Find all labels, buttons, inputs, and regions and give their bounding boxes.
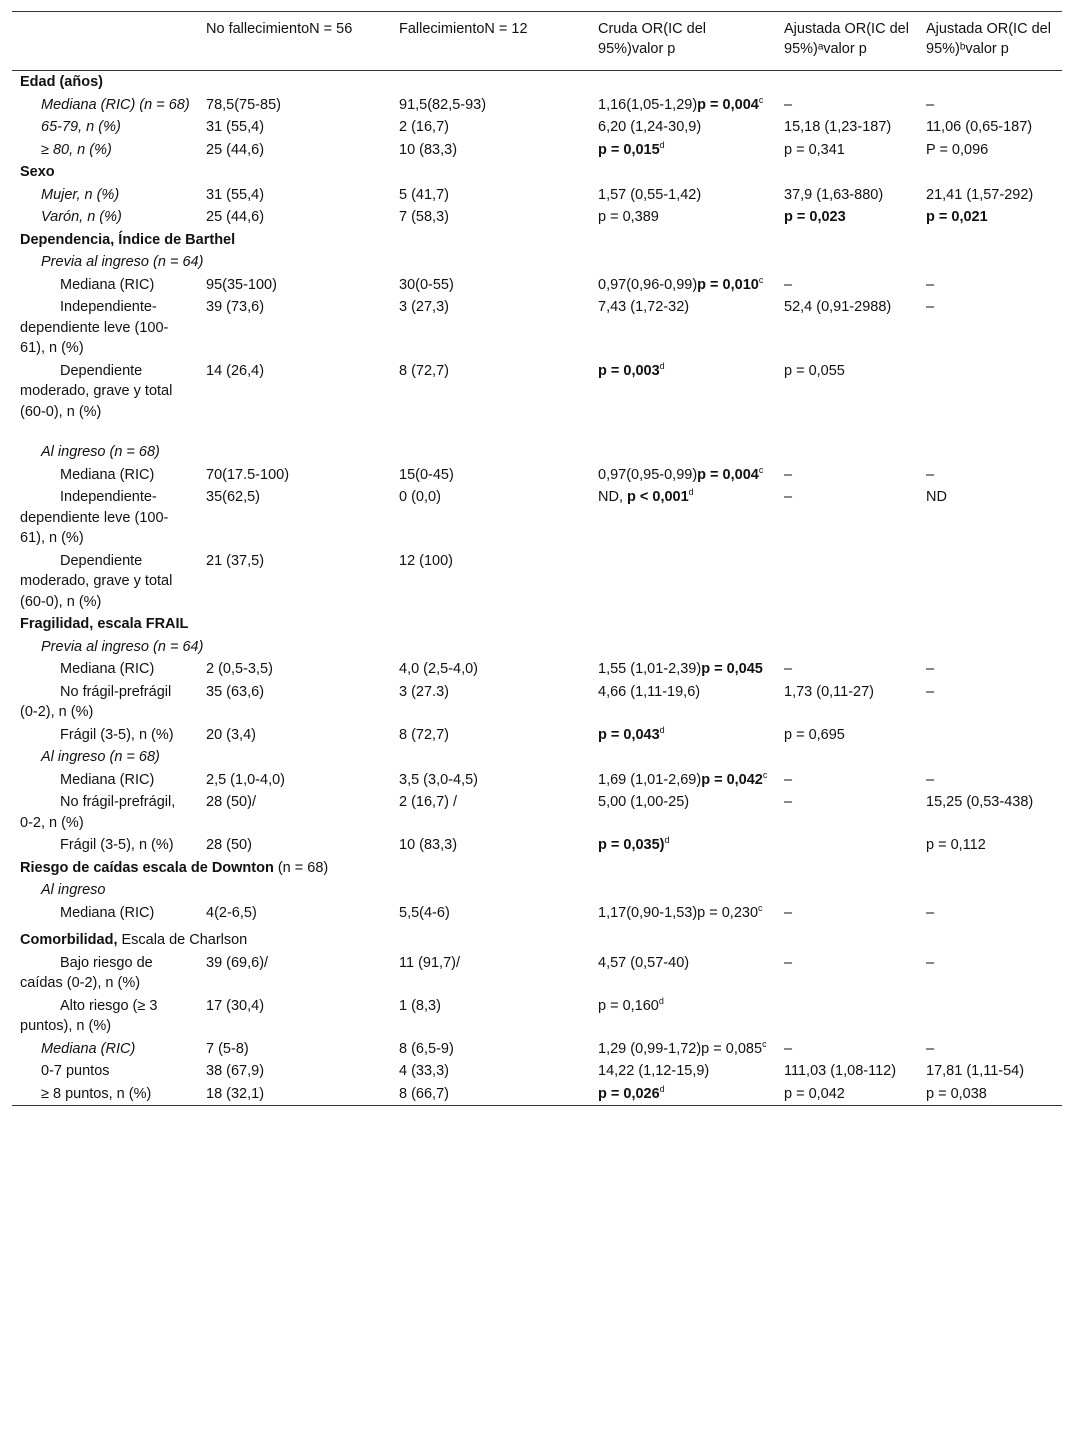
- table-row: [12, 116, 1062, 139]
- header-fallecimiento: FallecimientoN = 12: [399, 21, 528, 37]
- cell: –: [926, 1040, 935, 1057]
- cell: 31 (55,4): [206, 186, 265, 203]
- cell: 4(2-6,5): [206, 904, 257, 921]
- cell: 8 (6,5-9): [399, 1040, 454, 1057]
- cell: –: [926, 954, 935, 971]
- cell: 28 (50)/: [206, 794, 256, 810]
- subsection-row: [12, 636, 1062, 659]
- section-row: [12, 161, 1062, 184]
- cell: 3,5 (3,0-4,5): [399, 771, 478, 788]
- cell: p = 0,389: [598, 209, 659, 225]
- cell: 10 (83,3): [399, 141, 458, 158]
- row-label: Frágil (3-5), n (%): [60, 726, 174, 743]
- cell: 8 (66,7): [399, 1085, 449, 1102]
- section-downton: Riesgo de caídas escala de Downton (n = 68): [20, 859, 329, 876]
- row-label: ≥ 80, n (%): [41, 141, 112, 158]
- cell: 1,73 (0,11-27): [784, 683, 875, 700]
- table-row: [12, 1060, 1062, 1083]
- cell: 0,97(0,96-0,99)p = 0,010$^c$: [598, 274, 764, 293]
- row-label: Mediana (RIC): [60, 904, 155, 921]
- section-dependencia: Dependencia, Índice de Barthel: [20, 231, 236, 248]
- cell: 39 (73,6): [206, 299, 265, 315]
- cell: –: [784, 96, 793, 113]
- cell: 17 (30,4): [206, 997, 265, 1014]
- cell: 14,22 (1,12-15,9): [598, 1063, 710, 1079]
- cell: 2,5 (1,0-4,0): [206, 771, 285, 788]
- cell: 91,5(82,5-93): [399, 96, 487, 113]
- cell: 7 (5-8): [206, 1040, 249, 1057]
- table-row: [12, 1038, 1062, 1061]
- cell: [918, 360, 1062, 424]
- cell: –: [926, 299, 935, 315]
- table-row: [12, 184, 1062, 207]
- cell: –: [784, 489, 793, 505]
- row-label: Mediana (RIC) (n = 68): [41, 96, 190, 113]
- cell: 4,0 (2,5-4,0): [399, 661, 478, 677]
- cell: 25 (44,6): [206, 141, 265, 158]
- cell: 14 (26,4): [206, 362, 265, 379]
- cell: 0 (0,0): [399, 489, 441, 505]
- cell: [590, 550, 776, 614]
- cell: p = 0,038: [926, 1085, 987, 1102]
- cell: 2 (16,7) /: [399, 794, 458, 810]
- cell: –: [784, 1040, 793, 1057]
- cell: p = 0,035)$^d$: [598, 835, 670, 853]
- cell: 18 (32,1): [206, 1085, 265, 1102]
- cell: 2 (16,7): [399, 119, 449, 135]
- section-comorbilidad: Comorbilidad, Escala de Charlson: [20, 932, 248, 948]
- cell: –: [784, 954, 793, 971]
- cell: 1,16(1,05-1,29)p = 0,004$^c$: [598, 94, 764, 113]
- cell: –: [784, 771, 793, 788]
- section-row: [12, 924, 1062, 952]
- cell: 4,66 (1,11-19,6): [598, 683, 701, 700]
- cell: 11 (91,7)/: [399, 954, 460, 971]
- cell: 52,4 (0,91-2988): [784, 299, 892, 315]
- section-row: [12, 613, 1062, 636]
- cell: 95(35-100): [206, 276, 277, 293]
- header-blank: [12, 12, 198, 71]
- subsection-row: [12, 251, 1062, 274]
- section-row: [12, 857, 1062, 880]
- cell: 35(62,5): [206, 489, 261, 505]
- cell: –: [926, 96, 935, 113]
- mortality-factors-table: [12, 11, 1062, 1106]
- table-row: [12, 94, 1062, 117]
- row-label: Mediana (RIC): [41, 1040, 136, 1057]
- row-label: Mujer, n (%): [41, 186, 120, 203]
- cell: p = 0,112: [926, 837, 986, 853]
- section-edad: Edad (años): [20, 74, 103, 90]
- section-sexo: Sexo: [20, 164, 55, 180]
- cell: –: [926, 661, 935, 677]
- subsection-previa: Previa al ingreso (n = 64): [41, 638, 204, 655]
- cell: 78,5(75-85): [206, 96, 281, 113]
- cell: 1 (8,3): [399, 997, 441, 1014]
- cell: [776, 995, 918, 1038]
- cell: 35 (63,6): [206, 683, 265, 700]
- cell: 39 (69,6)/: [206, 954, 269, 971]
- row-label: No frágil-prefrágil, 0-2, n (%): [20, 794, 176, 831]
- subsection-row: [12, 441, 1062, 464]
- row-label: 65-79, n (%): [41, 119, 121, 135]
- row-label: ≥ 8 puntos, n (%): [41, 1085, 152, 1102]
- cell: 20 (3,4): [206, 726, 256, 743]
- header-ajustada-or-a: Ajustada OR(IC del 95%)ᵃvalor p: [784, 21, 909, 57]
- cell: 1,69 (1,01-2,69)p = 0,042$^c$: [598, 769, 768, 788]
- table-row: [12, 791, 1062, 834]
- row-label: Bajo riesgo de caídas (0-2), n (%): [20, 954, 153, 991]
- cell: 0,97(0,95-0,99)p = 0,004$^c$: [598, 464, 764, 483]
- header-no-fallecimiento: No fallecimientoN = 56: [206, 21, 353, 37]
- cell: 15,25 (0,53-438): [926, 794, 1034, 810]
- cell: [918, 724, 1062, 747]
- table-row: [12, 464, 1062, 487]
- cell: 3 (27.3): [399, 683, 449, 700]
- table-row: [12, 658, 1062, 681]
- table-row: [12, 902, 1062, 925]
- cell: 28 (50): [206, 837, 252, 853]
- subsection-al-ingreso: Al ingreso: [41, 882, 106, 898]
- cell: 3 (27,3): [399, 299, 449, 315]
- cell: 4,57 (0,57-40): [598, 954, 690, 971]
- cell: 31 (55,4): [206, 119, 265, 135]
- cell: 21 (37,5): [206, 552, 265, 569]
- subsection-row: [12, 879, 1062, 902]
- subsection-al-ingreso: Al ingreso (n = 68): [41, 749, 160, 765]
- cell: p = 0,003$^d$: [598, 360, 665, 379]
- header-cruda-or: Cruda OR(IC del 95%)valor p: [598, 21, 706, 57]
- row-label: No frágil-prefrágil (0-2), n (%): [20, 683, 172, 720]
- cell: 4 (33,3): [399, 1063, 449, 1079]
- row-label: Mediana (RIC): [60, 466, 155, 483]
- cell: 21,41 (1,57-292): [926, 186, 1034, 203]
- cell: [776, 550, 918, 614]
- cell: p = 0,043$^d$: [598, 724, 665, 743]
- table-row: [12, 274, 1062, 297]
- cell: –: [784, 466, 793, 483]
- cell: 70(17.5-100): [206, 466, 290, 483]
- cell: 15,18 (1,23-187): [784, 119, 892, 135]
- subsection-row: [12, 746, 1062, 769]
- row-label: Mediana (RIC): [60, 771, 155, 788]
- cell: P = 0,096: [926, 141, 989, 158]
- cell: p = 0,023: [784, 209, 846, 225]
- subsection-al-ingreso: Al ingreso (n = 68): [41, 444, 160, 460]
- cell: 12 (100): [399, 552, 454, 569]
- cell: 30(0-55): [399, 276, 454, 293]
- row-label: Independiente-dependiente leve (100-61), n (%): [20, 489, 169, 546]
- row-label: Frágil (3-5), n (%): [60, 837, 174, 853]
- cell: 6,20 (1,24-30,9): [598, 119, 702, 135]
- cell: 2 (0,5-3,5): [206, 661, 273, 677]
- row-label: 0-7 puntos: [41, 1063, 110, 1079]
- cell: p = 0,015$^d$: [598, 139, 665, 158]
- cell: p = 0,055: [784, 362, 845, 379]
- cell: [918, 995, 1062, 1038]
- spacer-row: [12, 423, 1062, 441]
- cell: p = 0,021: [926, 209, 988, 225]
- cell: 5,00 (1,00-25): [598, 794, 690, 810]
- cell: 38 (67,9): [206, 1063, 265, 1079]
- table-row: [12, 724, 1062, 747]
- cell: –: [784, 794, 793, 810]
- results-table-container: [12, 11, 1062, 1106]
- cell: p = 0,160$^d$: [598, 995, 664, 1014]
- row-label: Varón, n (%): [41, 209, 122, 225]
- table-row: [12, 486, 1062, 550]
- table-row: [12, 139, 1062, 162]
- cell: –: [926, 683, 935, 700]
- table-row: [12, 360, 1062, 424]
- table-row: [12, 952, 1062, 995]
- cell: –: [926, 771, 935, 788]
- cell: [918, 550, 1062, 614]
- cell: p = 0,341: [784, 141, 845, 158]
- spacer-cell: [12, 423, 1062, 441]
- cell: –: [784, 661, 793, 677]
- cell: 10 (83,3): [399, 837, 458, 853]
- cell: 7 (58,3): [399, 209, 449, 225]
- cell: 15(0-45): [399, 466, 454, 483]
- cell: ND, p < 0,001$^d$: [598, 487, 694, 505]
- cell: 1,29 (0,99-1,72)p = 0,085$^c$: [598, 1038, 767, 1057]
- cell: 25 (44,6): [206, 209, 265, 225]
- cell: 8 (72,7): [399, 726, 449, 743]
- table-row: [12, 206, 1062, 229]
- cell: –: [926, 904, 935, 921]
- section-fragilidad: Fragilidad, escala FRAIL: [20, 616, 189, 632]
- table-row: [12, 995, 1062, 1038]
- row-label: Mediana (RIC): [60, 276, 155, 293]
- row-label: Mediana (RIC): [60, 661, 155, 677]
- cell: 1,55 (1,01-2,39)p = 0,045: [598, 661, 763, 677]
- cell: p = 0,026$^d$: [598, 1083, 665, 1102]
- cell: 17,81 (1,11-54): [926, 1063, 1025, 1079]
- row-label: Alto riesgo (≥ 3 puntos), n (%): [20, 997, 158, 1034]
- cell: ND: [926, 489, 947, 505]
- cell: 11,06 (0,65-187): [926, 119, 1033, 135]
- cell: 37,9 (1,63-880): [784, 186, 884, 203]
- cell: 7,43 (1,72-32): [598, 299, 690, 315]
- table-row: [12, 550, 1062, 614]
- cell: p = 0,695: [784, 726, 845, 743]
- section-row: [12, 229, 1062, 252]
- subsection-previa: Previa al ingreso (n = 64): [41, 254, 204, 270]
- table-row: [12, 681, 1062, 724]
- table-row: [12, 834, 1062, 857]
- table-row: [12, 769, 1062, 792]
- cell: 5,5(4-6): [399, 904, 450, 921]
- cell: 1,57 (0,55-1,42): [598, 186, 702, 203]
- section-row: [12, 71, 1062, 94]
- table-row: [12, 1083, 1062, 1106]
- row-label: Dependiente moderado, grave y total (60-0), n (%): [20, 552, 173, 610]
- cell: 1,17(0,90-1,53)p = 0,230$^c$: [598, 902, 763, 921]
- header-ajustada-or-b: Ajustada OR(IC del 95%)ᵇvalor p: [926, 21, 1051, 57]
- cell: –: [784, 904, 793, 921]
- cell: 111,03 (1,08-112): [784, 1063, 897, 1079]
- cell: –: [926, 276, 935, 293]
- cell: 8 (72,7): [399, 362, 449, 379]
- row-label: Independiente-dependiente leve (100-61), n (%): [20, 299, 169, 356]
- cell: –: [926, 466, 935, 483]
- cell: [776, 834, 918, 857]
- table-header-row: [12, 12, 1062, 71]
- row-label: Dependiente moderado, grave y total (60-0), n (%): [20, 362, 173, 420]
- table-row: [12, 296, 1062, 360]
- cell: p = 0,042: [784, 1085, 845, 1102]
- cell: 5 (41,7): [399, 186, 449, 203]
- cell: –: [784, 276, 793, 293]
